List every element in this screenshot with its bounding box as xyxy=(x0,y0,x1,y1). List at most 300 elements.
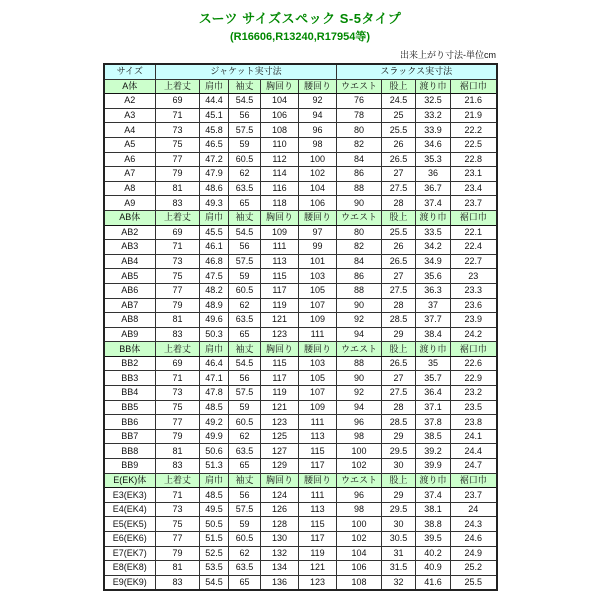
value-cell: 44.4 xyxy=(200,94,229,109)
value-cell: 40.2 xyxy=(416,546,451,561)
value-cell: 98 xyxy=(337,502,382,517)
table-row xyxy=(104,429,497,444)
value-cell: 63.5 xyxy=(229,313,261,328)
size-cell: BB5 xyxy=(104,400,156,415)
value-cell: 25.5 xyxy=(382,225,416,240)
value-cell: 51.3 xyxy=(200,459,229,474)
value-cell: 113 xyxy=(261,254,299,269)
value-cell: 33.5 xyxy=(416,225,451,240)
value-cell: 59 xyxy=(229,400,261,415)
column-header: 股上 xyxy=(382,473,416,488)
value-cell: 109 xyxy=(261,225,299,240)
size-cell: A8 xyxy=(104,181,156,196)
value-cell: 108 xyxy=(261,123,299,138)
table-row xyxy=(104,400,497,415)
value-cell: 65 xyxy=(229,459,261,474)
column-header: 上着丈 xyxy=(156,79,200,94)
value-cell: 77 xyxy=(156,532,200,547)
value-cell: 129 xyxy=(261,459,299,474)
table-row xyxy=(104,225,497,240)
table-row xyxy=(104,108,497,123)
value-cell: 126 xyxy=(261,502,299,517)
column-header: 股上 xyxy=(382,79,416,94)
value-cell: 33.9 xyxy=(416,123,451,138)
value-cell: 92 xyxy=(337,313,382,328)
table-row xyxy=(104,167,497,182)
column-header: ウエスト xyxy=(337,210,382,225)
value-cell: 59 xyxy=(229,137,261,152)
value-cell: 128 xyxy=(261,517,299,532)
value-cell: 75 xyxy=(156,137,200,152)
value-cell: 47.8 xyxy=(200,386,229,401)
value-cell: 119 xyxy=(261,298,299,313)
value-cell: 82 xyxy=(337,137,382,152)
value-cell: 35.6 xyxy=(416,269,451,284)
size-cell: AB3 xyxy=(104,240,156,255)
value-cell: 62 xyxy=(229,546,261,561)
value-cell: 24.6 xyxy=(451,532,497,547)
value-cell: 35.7 xyxy=(416,371,451,386)
size-cell: BB9 xyxy=(104,459,156,474)
table-row xyxy=(104,532,497,547)
column-header: 裾口巾 xyxy=(451,210,497,225)
table-row xyxy=(104,327,497,342)
table-row xyxy=(104,575,497,590)
header-jacket: ジャケット実寸法 xyxy=(156,64,337,79)
column-header: ウエスト xyxy=(337,473,382,488)
column-header: 袖丈 xyxy=(229,342,261,357)
table-row xyxy=(104,517,497,532)
value-cell: 45.8 xyxy=(200,123,229,138)
value-cell: 49.5 xyxy=(200,502,229,517)
size-cell: E6(EK6) xyxy=(104,532,156,547)
value-cell: 94 xyxy=(337,327,382,342)
value-cell: 40.9 xyxy=(416,561,451,576)
value-cell: 54.5 xyxy=(200,575,229,590)
value-cell: 96 xyxy=(299,123,337,138)
value-cell: 23.9 xyxy=(451,313,497,328)
size-cell: E9(EK9) xyxy=(104,575,156,590)
size-cell: AB6 xyxy=(104,283,156,298)
value-cell: 73 xyxy=(156,123,200,138)
value-cell: 84 xyxy=(337,152,382,167)
value-cell: 53.5 xyxy=(200,561,229,576)
size-cell: A6 xyxy=(104,152,156,167)
value-cell: 36.4 xyxy=(416,386,451,401)
value-cell: 38.1 xyxy=(416,502,451,517)
value-cell: 37.1 xyxy=(416,400,451,415)
value-cell: 46.4 xyxy=(200,356,229,371)
value-cell: 59 xyxy=(229,517,261,532)
table-row xyxy=(104,269,497,284)
column-header: 裾口巾 xyxy=(451,342,497,357)
table-row xyxy=(104,546,497,561)
value-cell: 81 xyxy=(156,561,200,576)
size-cell: E7(EK7) xyxy=(104,546,156,561)
column-header: 裾口巾 xyxy=(451,473,497,488)
value-cell: 118 xyxy=(261,196,299,211)
size-cell: BB8 xyxy=(104,444,156,459)
value-cell: 71 xyxy=(156,488,200,503)
title-block xyxy=(0,0,600,44)
column-header: 腰回り xyxy=(299,79,337,94)
value-cell: 31 xyxy=(382,546,416,561)
value-cell: 103 xyxy=(299,356,337,371)
value-cell: 39.9 xyxy=(416,459,451,474)
size-cell: A4 xyxy=(104,123,156,138)
value-cell: 117 xyxy=(261,283,299,298)
value-cell: 34.9 xyxy=(416,254,451,269)
value-cell: 112 xyxy=(261,152,299,167)
value-cell: 115 xyxy=(261,356,299,371)
value-cell: 77 xyxy=(156,283,200,298)
column-header: 腰回り xyxy=(299,210,337,225)
value-cell: 98 xyxy=(299,137,337,152)
value-cell: 27.5 xyxy=(382,181,416,196)
value-cell: 25.2 xyxy=(451,561,497,576)
size-cell: E5(EK5) xyxy=(104,517,156,532)
value-cell: 28 xyxy=(382,196,416,211)
value-cell: 99 xyxy=(299,240,337,255)
value-cell: 47.5 xyxy=(200,269,229,284)
table-row xyxy=(104,137,497,152)
value-cell: 57.5 xyxy=(229,123,261,138)
value-cell: 23.5 xyxy=(451,400,497,415)
value-cell: 60.5 xyxy=(229,152,261,167)
value-cell: 94 xyxy=(337,400,382,415)
value-cell: 38.8 xyxy=(416,517,451,532)
value-cell: 23.4 xyxy=(451,181,497,196)
value-cell: 54.5 xyxy=(229,94,261,109)
value-cell: 77 xyxy=(156,152,200,167)
column-header: ウエスト xyxy=(337,342,382,357)
value-cell: 57.5 xyxy=(229,254,261,269)
value-cell: 83 xyxy=(156,327,200,342)
column-header: 肩巾 xyxy=(200,210,229,225)
size-cell: A9 xyxy=(104,196,156,211)
value-cell: 29.5 xyxy=(382,444,416,459)
column-header: 肩巾 xyxy=(200,79,229,94)
value-cell: 47.1 xyxy=(200,371,229,386)
value-cell: 56 xyxy=(229,371,261,386)
size-cell: BB7 xyxy=(104,429,156,444)
value-cell: 102 xyxy=(337,532,382,547)
value-cell: 96 xyxy=(337,488,382,503)
value-cell: 63.5 xyxy=(229,561,261,576)
value-cell: 71 xyxy=(156,371,200,386)
section-header-row xyxy=(104,79,497,94)
column-header: 渡り巾 xyxy=(416,342,451,357)
value-cell: 35.3 xyxy=(416,152,451,167)
value-cell: 79 xyxy=(156,167,200,182)
value-cell: 73 xyxy=(156,254,200,269)
value-cell: 22.1 xyxy=(451,225,497,240)
value-cell: 65 xyxy=(229,196,261,211)
value-cell: 113 xyxy=(299,502,337,517)
size-cell: E4(EK4) xyxy=(104,502,156,517)
column-header: 股上 xyxy=(382,342,416,357)
value-cell: 105 xyxy=(299,371,337,386)
size-cell: A5 xyxy=(104,137,156,152)
value-cell: 119 xyxy=(261,386,299,401)
value-cell: 23.7 xyxy=(451,196,497,211)
value-cell: 110 xyxy=(261,137,299,152)
value-cell: 22.7 xyxy=(451,254,497,269)
value-cell: 100 xyxy=(337,517,382,532)
value-cell: 29 xyxy=(382,327,416,342)
value-cell: 21.6 xyxy=(451,94,497,109)
value-cell: 25 xyxy=(382,108,416,123)
value-cell: 119 xyxy=(299,546,337,561)
value-cell: 103 xyxy=(299,269,337,284)
value-cell: 62 xyxy=(229,298,261,313)
value-cell: 111 xyxy=(299,488,337,503)
value-cell: 24.7 xyxy=(451,459,497,474)
value-cell: 69 xyxy=(156,94,200,109)
value-cell: 37.4 xyxy=(416,196,451,211)
value-cell: 80 xyxy=(337,123,382,138)
column-header: 腰回り xyxy=(299,473,337,488)
value-cell: 38.4 xyxy=(416,327,451,342)
value-cell: 47.2 xyxy=(200,152,229,167)
value-cell: 65 xyxy=(229,575,261,590)
value-cell: 81 xyxy=(156,444,200,459)
value-cell: 102 xyxy=(299,167,337,182)
column-header: 胸回り xyxy=(261,473,299,488)
value-cell: 24.1 xyxy=(451,429,497,444)
value-cell: 136 xyxy=(261,575,299,590)
value-cell: 114 xyxy=(261,167,299,182)
value-cell: 115 xyxy=(299,444,337,459)
value-cell: 123 xyxy=(261,415,299,430)
value-cell: 104 xyxy=(261,94,299,109)
column-header: 渡り巾 xyxy=(416,473,451,488)
value-cell: 109 xyxy=(299,400,337,415)
value-cell: 92 xyxy=(337,386,382,401)
column-header: 肩巾 xyxy=(200,342,229,357)
value-cell: 86 xyxy=(337,167,382,182)
value-cell: 32.5 xyxy=(416,94,451,109)
value-cell: 60.5 xyxy=(229,415,261,430)
value-cell: 46.5 xyxy=(200,137,229,152)
value-cell: 23.7 xyxy=(451,488,497,503)
value-cell: 32 xyxy=(382,575,416,590)
value-cell: 90 xyxy=(337,371,382,386)
value-cell: 88 xyxy=(337,181,382,196)
size-cell: E8(EK8) xyxy=(104,561,156,576)
value-cell: 23.1 xyxy=(451,167,497,182)
value-cell: 88 xyxy=(337,283,382,298)
page-subtitle: (R16606,R13240,R17954等) xyxy=(229,31,371,43)
value-cell: 71 xyxy=(156,108,200,123)
column-header: 股上 xyxy=(382,210,416,225)
value-cell: 111 xyxy=(261,240,299,255)
value-cell: 39.2 xyxy=(416,444,451,459)
value-cell: 83 xyxy=(156,196,200,211)
size-cell: BB6 xyxy=(104,415,156,430)
value-cell: 71 xyxy=(156,240,200,255)
value-cell: 50.6 xyxy=(200,444,229,459)
table-row xyxy=(104,196,497,211)
value-cell: 117 xyxy=(299,532,337,547)
value-cell: 134 xyxy=(261,561,299,576)
value-cell: 75 xyxy=(156,269,200,284)
value-cell: 48.5 xyxy=(200,400,229,415)
value-cell: 107 xyxy=(299,298,337,313)
value-cell: 56 xyxy=(229,488,261,503)
value-cell: 48.5 xyxy=(200,488,229,503)
value-cell: 92 xyxy=(299,94,337,109)
value-cell: 23.8 xyxy=(451,415,497,430)
section-header-row xyxy=(104,210,497,225)
value-cell: 22.4 xyxy=(451,240,497,255)
table-row xyxy=(104,444,497,459)
value-cell: 36 xyxy=(416,167,451,182)
column-header: 上着丈 xyxy=(156,342,200,357)
value-cell: 86 xyxy=(337,269,382,284)
column-header: 胸回り xyxy=(261,210,299,225)
value-cell: 123 xyxy=(261,327,299,342)
value-cell: 130 xyxy=(261,532,299,547)
value-cell: 107 xyxy=(299,386,337,401)
table-top-header-row xyxy=(104,64,497,79)
value-cell: 23 xyxy=(451,269,497,284)
size-cell: E3(EK3) xyxy=(104,488,156,503)
value-cell: 23.3 xyxy=(451,283,497,298)
value-cell: 59 xyxy=(229,269,261,284)
value-cell: 88 xyxy=(337,356,382,371)
size-cell: AB9 xyxy=(104,327,156,342)
value-cell: 82 xyxy=(337,240,382,255)
section-label: BB体 xyxy=(104,342,156,357)
column-header: 裾口巾 xyxy=(451,79,497,94)
value-cell: 80 xyxy=(337,225,382,240)
value-cell: 39.5 xyxy=(416,532,451,547)
column-header: 渡り巾 xyxy=(416,79,451,94)
value-cell: 33.2 xyxy=(416,108,451,123)
value-cell: 100 xyxy=(337,444,382,459)
value-cell: 75 xyxy=(156,517,200,532)
value-cell: 46.1 xyxy=(200,240,229,255)
value-cell: 75 xyxy=(156,400,200,415)
table-body xyxy=(104,64,497,590)
value-cell: 97 xyxy=(299,225,337,240)
value-cell: 24.3 xyxy=(451,517,497,532)
size-cell: AB4 xyxy=(104,254,156,269)
table-row xyxy=(104,488,497,503)
value-cell: 28 xyxy=(382,400,416,415)
value-cell: 106 xyxy=(261,108,299,123)
size-cell: BB3 xyxy=(104,371,156,386)
column-header: 胸回り xyxy=(261,342,299,357)
value-cell: 57.5 xyxy=(229,386,261,401)
value-cell: 35 xyxy=(416,356,451,371)
value-cell: 73 xyxy=(156,502,200,517)
value-cell: 83 xyxy=(156,459,200,474)
section-label: AB体 xyxy=(104,210,156,225)
value-cell: 84 xyxy=(337,254,382,269)
column-header: 肩巾 xyxy=(200,473,229,488)
table-row xyxy=(104,181,497,196)
value-cell: 63.5 xyxy=(229,181,261,196)
value-cell: 51.5 xyxy=(200,532,229,547)
value-cell: 36.7 xyxy=(416,181,451,196)
value-cell: 29.5 xyxy=(382,502,416,517)
size-cell: AB2 xyxy=(104,225,156,240)
column-header: 腰回り xyxy=(299,342,337,357)
size-cell: A2 xyxy=(104,94,156,109)
page-title: スーツ サイズスペック S-5タイプ xyxy=(198,11,402,26)
value-cell: 50.5 xyxy=(200,517,229,532)
value-cell: 24.5 xyxy=(382,94,416,109)
value-cell: 31.5 xyxy=(382,561,416,576)
section-header-row xyxy=(104,473,497,488)
value-cell: 24.9 xyxy=(451,546,497,561)
value-cell: 69 xyxy=(156,225,200,240)
value-cell: 98 xyxy=(337,429,382,444)
value-cell: 22.6 xyxy=(451,356,497,371)
value-cell: 60.5 xyxy=(229,532,261,547)
value-cell: 23.2 xyxy=(451,386,497,401)
value-cell: 29 xyxy=(382,429,416,444)
value-cell: 37.7 xyxy=(416,313,451,328)
value-cell: 96 xyxy=(337,415,382,430)
value-cell: 25.5 xyxy=(382,123,416,138)
value-cell: 26 xyxy=(382,240,416,255)
header-size: サイズ xyxy=(104,64,156,79)
value-cell: 37.8 xyxy=(416,415,451,430)
value-cell: 22.8 xyxy=(451,152,497,167)
table-row xyxy=(104,356,497,371)
value-cell: 27.5 xyxy=(382,283,416,298)
value-cell: 132 xyxy=(261,546,299,561)
section-label: A体 xyxy=(104,79,156,94)
value-cell: 116 xyxy=(261,181,299,196)
value-cell: 22.2 xyxy=(451,123,497,138)
column-header: 上着丈 xyxy=(156,210,200,225)
value-cell: 48.9 xyxy=(200,298,229,313)
value-cell: 49.9 xyxy=(200,429,229,444)
value-cell: 124 xyxy=(261,488,299,503)
value-cell: 48.2 xyxy=(200,283,229,298)
value-cell: 28.5 xyxy=(382,313,416,328)
size-cell: AB7 xyxy=(104,298,156,313)
value-cell: 104 xyxy=(337,546,382,561)
value-cell: 115 xyxy=(261,269,299,284)
value-cell: 127 xyxy=(261,444,299,459)
value-cell: 60.5 xyxy=(229,283,261,298)
value-cell: 104 xyxy=(299,181,337,196)
value-cell: 76 xyxy=(337,94,382,109)
size-spec-table xyxy=(103,63,498,591)
value-cell: 26.5 xyxy=(382,152,416,167)
value-cell: 113 xyxy=(299,429,337,444)
value-cell: 27 xyxy=(382,167,416,182)
value-cell: 111 xyxy=(299,327,337,342)
value-cell: 77 xyxy=(156,415,200,430)
value-cell: 63.5 xyxy=(229,444,261,459)
value-cell: 65 xyxy=(229,327,261,342)
value-cell: 102 xyxy=(337,459,382,474)
value-cell: 30 xyxy=(382,517,416,532)
value-cell: 34.6 xyxy=(416,137,451,152)
column-header: ウエスト xyxy=(337,79,382,94)
value-cell: 62 xyxy=(229,167,261,182)
value-cell: 48.6 xyxy=(200,181,229,196)
value-cell: 79 xyxy=(156,546,200,561)
section-header-row xyxy=(104,342,497,357)
value-cell: 121 xyxy=(261,400,299,415)
